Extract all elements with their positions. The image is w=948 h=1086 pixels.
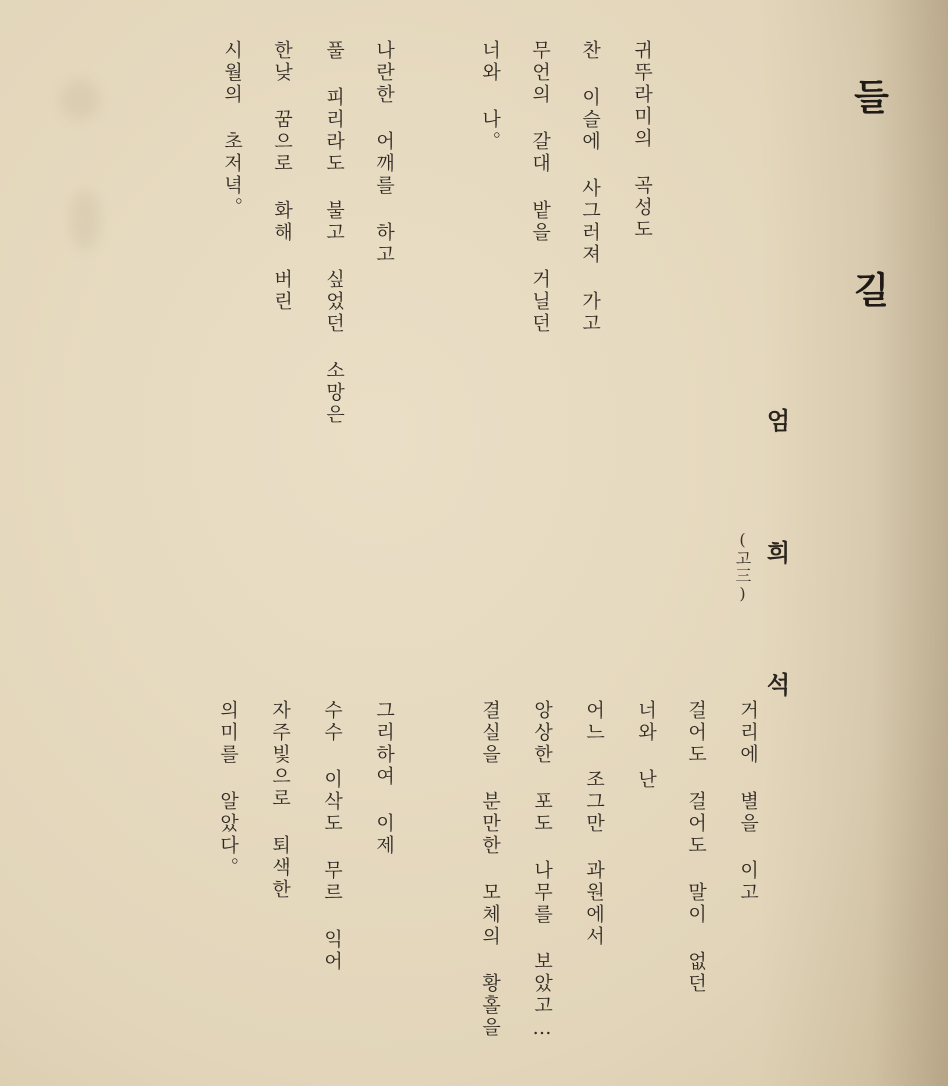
poem-line: 시월의 초저녁。 xyxy=(221,40,243,219)
poem-author: 엄 희 석 xyxy=(762,408,790,736)
poem-title: 들 길 xyxy=(848,78,889,365)
poem-line: 귀뚜라미의 곡성도 xyxy=(631,40,653,241)
poem-line: 무언의 갈대 밭을 거닐던 xyxy=(529,40,551,335)
poem-line: 수수 이삭도 무르 익어 xyxy=(321,700,343,973)
poem-line: 너와 나。 xyxy=(479,40,501,153)
poem-line: 의미를 알았다。 xyxy=(217,700,239,879)
poem-line: 그리하여 이제 xyxy=(373,700,395,857)
poem-line: 결실을 분만한 모체의 황홀을 xyxy=(479,700,501,1039)
poem-line: 어느 조그만 과원에서 xyxy=(583,700,605,948)
poem-line: 찬 이슬에 사그러져 가고 xyxy=(579,40,601,335)
poem-line: 자주빛으로 퇴색한 xyxy=(269,700,291,901)
paper-stain xyxy=(60,80,100,120)
poem-line: 걸어도 걸어도 말이 없던 xyxy=(685,700,707,995)
poem-line: 나란한 어깨를 하고 xyxy=(373,40,395,266)
poem-line: 앙상한 포도 나무를 보았고… xyxy=(531,700,553,1042)
poem-line: 한낮 꿈으로 화해 버린 xyxy=(271,40,293,313)
poem-line: 풀 피리라도 불고 싶었던 소망은 xyxy=(323,40,345,426)
poem-line: 너와 난 xyxy=(635,700,657,791)
author-grade: (고三) xyxy=(733,530,752,604)
paper-stain xyxy=(70,190,100,250)
poem-line: 거리에 별을 이고 xyxy=(737,700,759,904)
